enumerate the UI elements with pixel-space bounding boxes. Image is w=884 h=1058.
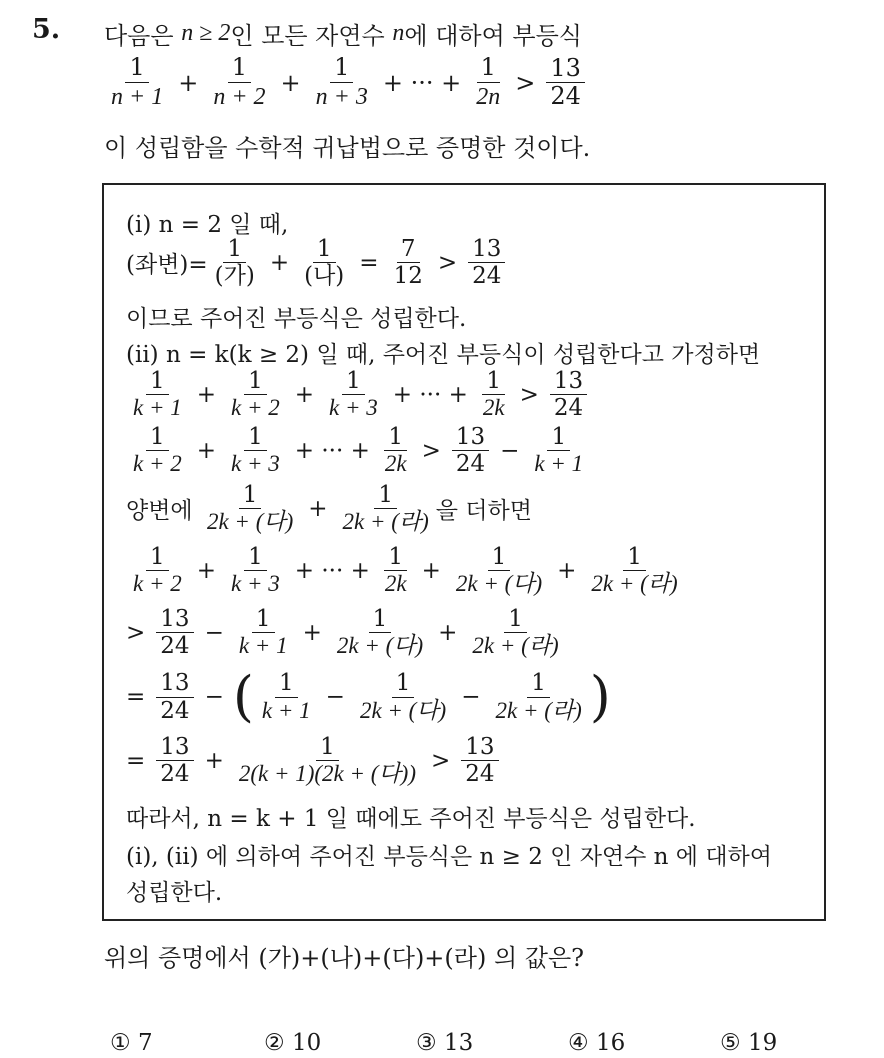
intro-variable: n xyxy=(392,20,405,46)
question-number: 5. xyxy=(32,14,61,45)
question-intro xyxy=(104,16,582,51)
ellipsis: + ··· + xyxy=(382,68,462,97)
proof-line-11: = $\frac{13}{24}$ + $\frac{1}{\text{2(k + 1)(2k + (다))}}$ > $\frac{13}{24}$ xyxy=(126,734,502,788)
proof-line-6: $\frac{1}{k + 2}$ + $\frac{1}{k + 3}$ + ··· + $\frac{1}{2k}$ > $\frac{13}{24}$ − $\frac{1}{k + 1}$ xyxy=(133,424,584,478)
fraction: $\frac{13}{24}$ xyxy=(546,55,585,111)
proof-line-9: > $\frac{13}{24}$ − $\frac{1}{k + 1}$ + $\frac{1}{\text{2k + (다)}}$ + $\frac{1}{\text{2k + (라)}}$ xyxy=(126,606,559,660)
fraction: $\frac{1}{n + 3}$ xyxy=(315,53,368,110)
choice-4[interactable]: ④ 16 xyxy=(568,1030,626,1056)
intro-condition: n ≥ 2 xyxy=(181,20,231,46)
proof-line-13: (i), (ii) 에 의하여 주어진 부등식은 n ≥ 2 인 자연수 n 에 대하여 xyxy=(126,844,772,870)
intro-post: 에 대하여 부등식 xyxy=(404,22,582,50)
choice-5[interactable]: ⑤ 19 xyxy=(720,1030,778,1056)
question-outro: 이 성립함을 수학적 귀납법으로 증명한 것이다. xyxy=(104,134,591,162)
main-inequality: $\frac{1}{n + 1}$ + $\frac{1}{n + 2}$ + $\frac{1}{n + 3}$ + ··· + $\frac{1}{2n}$ > $\frac{13}{24}$ xyxy=(104,54,588,111)
proof-line-12: 따라서, n = k + 1 일 때에도 주어진 부등식은 성립한다. xyxy=(126,806,696,832)
fraction: $\frac{1}{n + 1}$ xyxy=(111,53,164,110)
choice-2[interactable]: ② 10 xyxy=(264,1030,322,1056)
proof-line-14: 성립한다. xyxy=(126,880,223,906)
proof-line-7: 양변에 $\frac{1}{\text{2k + (다)}}$ + $\frac{1}{\text{2k + (라)}}$ 을 더하면 xyxy=(126,482,532,535)
choice-1[interactable]: ① 7 xyxy=(110,1030,153,1056)
proof-line-5: $\frac{1}{k + 1}$ + $\frac{1}{k + 2}$ + $\frac{1}{k + 3}$ + ··· + $\frac{1}{2k}$ > $\frac{13}{24}$ xyxy=(126,368,590,422)
intro-mid: 인 모든 자연수 xyxy=(230,22,385,50)
intro-pre: 다음은 xyxy=(104,22,174,50)
proof-line-3: 이므로 주어진 부등식은 성립한다. xyxy=(126,306,467,332)
fraction: $\frac{1}{2n}$ xyxy=(476,53,501,110)
proof-line-4: (ii) n = k(k ≥ 2) 일 때, 주어진 부등식이 성립한다고 가정하면 xyxy=(126,342,761,368)
question-prompt: 위의 증명에서 (가)+(나)+(다)+(라) 의 값은? xyxy=(104,944,585,972)
proof-line-8: $\frac{1}{k + 2}$ + $\frac{1}{k + 3}$ + ··· + $\frac{1}{2k}$ + $\frac{1}{\text{2k + (다)}}$ + $\frac{1}{\text{2k + (라)}}$ xyxy=(133,544,678,597)
proof-line-1: (i) n = 2 일 때, xyxy=(126,212,289,238)
proof-line-2: (좌변)= $\frac{1}{\text{(가)}}$ + $\frac{1}{\text{(나)}}$ = $\frac{7}{12}$ > $\frac{13}{24}$ xyxy=(126,236,508,290)
choice-3[interactable]: ③ 13 xyxy=(416,1030,474,1056)
fraction: $\frac{1}{n + 2}$ xyxy=(213,53,266,110)
proof-line-10: = $\frac{13}{24}$ − ( $\frac{1}{k + 1}$ − $\frac{1}{\text{2k + (다)}}$ − $\frac{1}{\text{2k + (라)}}$ ) xyxy=(126,665,611,728)
